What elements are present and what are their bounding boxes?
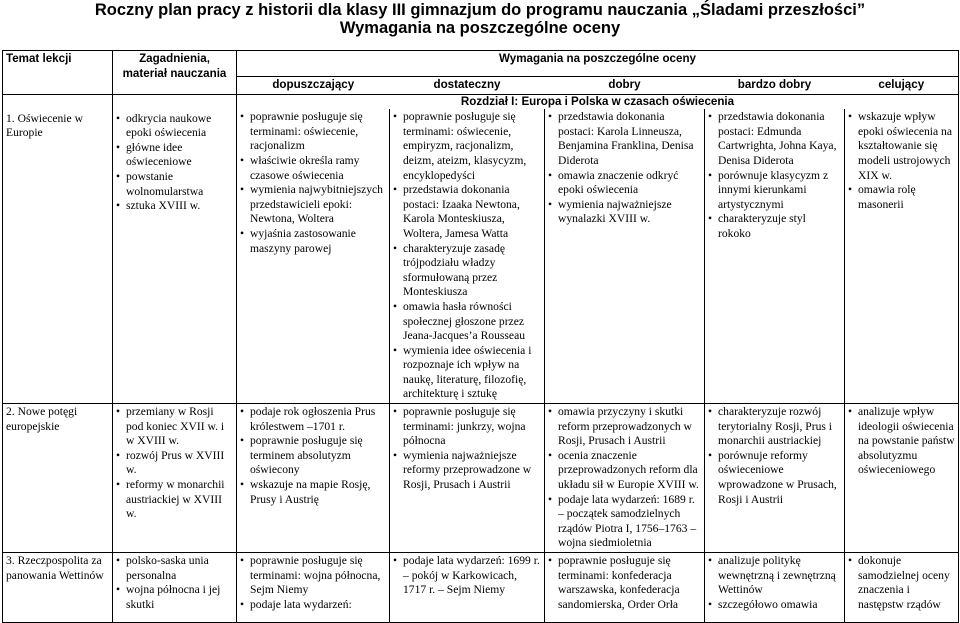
bullet-list — [116, 554, 233, 612]
list-item: • poprawnie posługuje się terminami: oświecenie, empiryzm, racjonalizm, deizm, ateizm, klasycyzm, encyklopedyści — [393, 110, 541, 183]
list-item: • powstanie wolnomularstwa — [116, 170, 233, 199]
bullet-list — [116, 405, 233, 522]
list-item: • porównuje reformy oświeceniowe wprowadzone w Prusach, Rosji i Austrii — [708, 449, 841, 507]
list-item: • omawia przyczyny i skutki reform przeprowadzonych w Rosji, Prusach i Austrii — [548, 405, 701, 449]
bullet-list — [548, 554, 701, 612]
req-dobry — [545, 553, 705, 623]
list-item: • porównuje klasycyzm z innymi kierunkami artystycznymi — [708, 169, 841, 213]
list-item: • wymienia idee oświecenia i rozpoznaje ich wpływ na naukę, literaturę, filozofię, architekturę i sztukę — [393, 344, 541, 402]
list-item: • analizuje politykę wewnętrzną i zewnętrzną Wettinów — [708, 554, 841, 598]
req-dostateczny — [390, 404, 545, 553]
level-celujacy: celujący — [845, 77, 959, 95]
header-content: Zagadnienia, materiał nauczania — [113, 51, 237, 95]
level-dopuszczajacy: dopuszczający — [237, 77, 390, 95]
list-item: • reformy w monarchii austriackiej w XVIII w. — [116, 478, 233, 522]
list-item: • omawia hasła równości społecznej głoszone przez Jeana-Jacques’a Rousseau — [393, 300, 541, 344]
req-bardzo-dobry — [705, 109, 845, 403]
header-topic: Temat lekcji — [3, 51, 113, 95]
list-item: • podaje lata wydarzeń: 1689 r. – początek samodzielnych rządów Piotra I, 1756–1763 – wojna siedmioletnia — [548, 493, 701, 551]
list-item: • poprawnie posługuje się terminami: oświecenie, racjonalizm — [240, 110, 386, 154]
bullet-list — [393, 405, 541, 493]
list-item: • wyjaśnia zastosowanie maszyny parowej — [240, 227, 386, 256]
req-dobry — [545, 404, 705, 553]
list-item: • poprawnie posługuje się terminami: junkrzy, wojna północna — [393, 405, 541, 449]
document-subtitle: Wymagania na poszczególne oceny — [339, 19, 621, 37]
level-dostateczny: dostateczny — [390, 77, 545, 95]
bullet-list — [240, 110, 386, 256]
list-item: • poprawnie posługuje się terminami: konfederacja warszawska, konfederacja sandomierska, Order Orła — [548, 554, 701, 612]
list-item: • podaje lata wydarzeń: 1699 r. – pokój w Karkowicach, 1717 r. – Sejm Niemy — [393, 554, 541, 598]
bullet-list — [548, 405, 701, 551]
list-item: • główne idee oświeceniowe — [116, 141, 233, 170]
list-item: • wskazuje wpływ epoki oświecenia na kształtowanie się modeli ustrojowych XIX w. — [848, 110, 955, 183]
table-row — [3, 94, 959, 109]
list-item: • charakteryzuje zasadę trójpodziału władzy sformułowaną przez Monteskiusza — [393, 242, 541, 300]
list-item: • wojna północna i jej skutki — [116, 583, 233, 612]
list-item: • polsko-saska unia personalna — [116, 554, 233, 583]
list-item: • wymienia najważniejsze wynalazki XVIII w. — [548, 198, 701, 227]
req-celujacy — [845, 109, 959, 403]
req-bardzo-dobry — [705, 404, 845, 553]
bullet-list — [708, 110, 841, 241]
req-dostateczny — [390, 553, 545, 623]
list-item: • dokonuje samodzielnej oceny znaczenia i następstw rządów — [848, 554, 955, 612]
document-title: Roczny plan pracy z historii dla klasy III gimnazjum do programu nauczania „Śladami przeszłości” — [94, 1, 866, 19]
content-cell — [113, 94, 237, 403]
req-bardzo-dobry — [705, 553, 845, 623]
bullet-list — [708, 405, 841, 507]
list-item: • ocenia znaczenie przeprowadzonych reform dla układu sił w Europie XVIII w. — [548, 449, 701, 493]
list-item: • omawia znaczenie odkryć epoki oświecenia — [548, 169, 701, 198]
req-dopuszczajacy — [237, 553, 390, 623]
req-dostateczny — [390, 109, 545, 403]
req-dopuszczajacy — [237, 109, 390, 403]
bullet-list — [240, 405, 386, 507]
section-heading: Rozdział I: Europa i Polska w czasach oświecenia — [237, 94, 959, 109]
bullet-list — [848, 110, 955, 212]
list-item: • wymienia najwybitniejszych przedstawicieli epoki: Newtona, Woltera — [240, 183, 386, 227]
bullet-list — [240, 554, 386, 612]
list-item: • poprawnie posługuje się terminem absolutyzm oświecony — [240, 434, 386, 478]
content-cell — [113, 404, 237, 553]
list-item: • wymienia najważniejsze reformy przeprowadzone w Rosji, Prusach i Austrii — [393, 449, 541, 493]
req-celujacy — [845, 404, 959, 553]
list-item: • szczegółowo omawia — [708, 598, 841, 613]
list-item: • rozwój Prus w XVIII w. — [116, 449, 233, 478]
list-item: • wskazuje na mapie Rosję, Prusy i Austrię — [240, 478, 386, 507]
list-item: • właściwie określa ramy czasowe oświecenia — [240, 154, 386, 183]
list-item: • sztuka XVIII w. — [116, 199, 233, 214]
list-item: • charakteryzuje rozwój terytorialny Rosji, Prus i monarchii austriackiej — [708, 405, 841, 449]
content-cell — [113, 553, 237, 623]
bullet-list — [393, 110, 541, 402]
bullet-list — [708, 554, 841, 612]
list-item: • przedstawia dokonania postaci: Karola Linneusza, Benjamina Franklina, Denisa Diderota — [548, 110, 701, 168]
topic-cell: 3. Rzeczpospolita za panowania Wettinów — [3, 553, 113, 623]
list-item: • przedstawia dokonania postaci: Izaaka Newtona, Karola Monteskiusza, Woltera, Jamesa Watta — [393, 183, 541, 241]
bullet-list — [548, 110, 701, 227]
level-dobry: dobry — [545, 77, 705, 95]
list-item: • omawia rolę masonerii — [848, 183, 955, 212]
list-item: • podaje rok ogłoszenia Prus królestwem –1701 r. — [240, 405, 386, 434]
list-item: • podaje lata wydarzeń: — [240, 598, 386, 613]
req-celujacy — [845, 553, 959, 623]
topic-cell: 1. Oświecenie w Europie — [3, 94, 113, 403]
level-bardzo-dobry: bardzo dobry — [705, 77, 845, 95]
list-item: • odkrycia naukowe epoki oświecenia — [116, 112, 233, 141]
req-dobry — [545, 109, 705, 403]
table-row — [3, 553, 959, 623]
header-requirements: Wymagania na poszczególne oceny — [237, 51, 959, 77]
list-item: • przemiany w Rosji pod koniec XVII w. i w XVIII w. — [116, 405, 233, 449]
requirements-table — [2, 50, 959, 623]
list-item: • przedstawia dokonania postaci: Edmunda Cartwrighta, Johna Kaya, Denisa Diderota — [708, 110, 841, 168]
header-row — [3, 51, 959, 77]
list-item: • poprawnie posługuje się terminami: wojna północna, Sejm Niemy — [240, 554, 386, 598]
content-list — [116, 112, 233, 214]
bullet-list — [393, 554, 541, 598]
list-item: • charakteryzuje styl rokoko — [708, 212, 841, 241]
list-item: • analizuje wpływ ideologii oświecenia na powstanie państw absolutyzmu oświeceniowego — [848, 405, 955, 478]
bullet-list — [848, 554, 955, 612]
topic-cell: 2. Nowe potęgi europejskie — [3, 404, 113, 553]
bullet-list — [848, 405, 955, 478]
table-row — [3, 404, 959, 553]
req-dopuszczajacy — [237, 404, 390, 553]
